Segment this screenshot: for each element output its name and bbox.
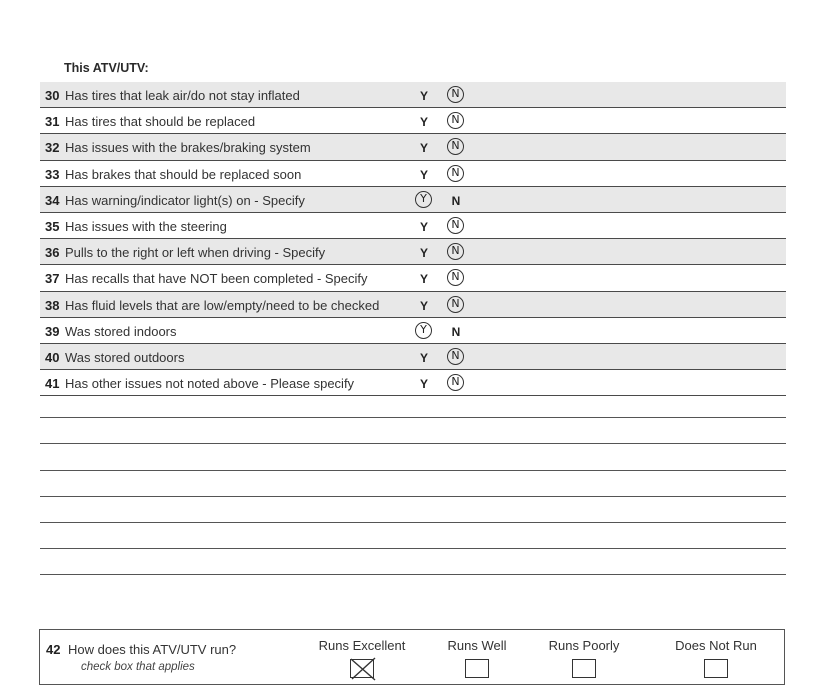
no-option-circled[interactable]: N <box>447 296 464 313</box>
question-number: 32 <box>45 140 60 156</box>
yes-option[interactable]: Y <box>419 89 428 103</box>
does-not-run-checkbox[interactable] <box>704 659 728 678</box>
question-text: Was stored outdoors <box>65 349 185 365</box>
run-condition-question <box>39 629 785 685</box>
yes-option[interactable]: Y <box>419 167 428 182</box>
writing-line[interactable] <box>40 523 786 549</box>
question-number: 38 <box>45 297 60 313</box>
no-option-circled[interactable]: N <box>447 374 464 391</box>
yes-option[interactable]: Y <box>419 350 428 365</box>
no-option-circled[interactable]: N <box>447 86 464 103</box>
question-text: Has issues with the brakes/braking system <box>65 140 311 156</box>
question-text: Was stored indoors <box>65 323 177 339</box>
question-number: 34 <box>45 192 60 208</box>
runs-poorly-checkbox[interactable] <box>572 659 596 678</box>
yes-option[interactable]: Y <box>419 219 428 234</box>
question-number: 40 <box>45 349 60 365</box>
yes-option-circled[interactable]: Y <box>415 191 432 208</box>
no-option-circled[interactable]: N <box>447 217 464 234</box>
question-number: 42 <box>46 642 61 657</box>
question-number: 36 <box>45 245 60 261</box>
no-option[interactable]: N <box>451 324 461 339</box>
yes-option[interactable]: Y <box>419 298 428 313</box>
question-text: Has warning/indicator light(s) on - Specify <box>65 192 305 208</box>
question-text: Has brakes that should be replaced soon <box>65 166 302 182</box>
question-text: Pulls to the right or left when driving - Specify <box>65 245 326 261</box>
yes-option[interactable]: Y <box>419 141 428 156</box>
option-does-not-run <box>656 638 776 678</box>
no-option-circled[interactable]: N <box>447 243 464 260</box>
writing-line[interactable] <box>40 549 786 575</box>
question-number: 35 <box>45 218 60 234</box>
question-list <box>40 82 786 396</box>
yes-option-circled[interactable]: Y <box>415 322 432 339</box>
question-row-35 <box>40 213 786 239</box>
runs-excellent-checkbox[interactable] <box>350 659 374 678</box>
question-number: 39 <box>45 323 60 339</box>
specify-lines[interactable] <box>40 392 786 575</box>
question-text: Has issues with the steering <box>65 218 227 234</box>
no-option[interactable]: N <box>451 193 461 208</box>
question-number: 33 <box>45 166 60 182</box>
question-text: Has recalls that have NOT been completed - Specify <box>65 271 368 287</box>
question-row-34 <box>40 187 786 213</box>
question-text: Has other issues not noted above - Please specify <box>65 376 355 392</box>
yes-option[interactable]: Y <box>419 115 428 130</box>
writing-line[interactable] <box>40 471 786 497</box>
option-runs-excellent <box>302 638 422 678</box>
option-runs-poorly <box>524 638 644 678</box>
no-option-circled[interactable]: N <box>447 138 464 155</box>
no-option-circled[interactable]: N <box>447 269 464 286</box>
question-number: 41 <box>45 376 60 392</box>
question-text: Has tires that should be replaced <box>65 114 256 130</box>
question-text: Has fluid levels that are low/empty/need to be checked <box>65 297 380 313</box>
runs-well-checkbox[interactable] <box>465 659 489 678</box>
option-runs-well <box>417 638 537 678</box>
question-row-40 <box>40 344 786 370</box>
no-option-circled[interactable]: N <box>447 348 464 365</box>
section-title: This ATV/UTV: <box>64 61 149 75</box>
writing-line[interactable] <box>40 392 786 418</box>
no-option-circled[interactable]: N <box>447 112 464 129</box>
question-row-30 <box>40 82 786 108</box>
question-number: 30 <box>45 88 60 103</box>
yes-option[interactable]: Y <box>419 246 428 261</box>
no-option-circled[interactable]: N <box>447 165 464 182</box>
writing-line[interactable] <box>40 497 786 523</box>
question-text: How does this ATV/UTV run? <box>68 642 237 657</box>
option-label: Does Not Run <box>675 638 757 653</box>
option-label: Runs Excellent <box>318 638 406 653</box>
yes-option[interactable]: Y <box>419 377 428 392</box>
question-row-33 <box>40 161 786 187</box>
option-label: Runs Well <box>447 638 507 653</box>
x-mark-icon <box>348 656 378 682</box>
question-hint: check box that applies <box>81 661 195 673</box>
question-row-38 <box>40 292 786 318</box>
question-row-36 <box>40 239 786 265</box>
question-row-37 <box>40 265 786 291</box>
question-row-32 <box>40 134 786 160</box>
question-number: 31 <box>45 114 60 130</box>
writing-line[interactable] <box>40 418 786 444</box>
yes-option[interactable]: Y <box>419 272 428 287</box>
question-row-39 <box>40 318 786 344</box>
question-text: Has tires that leak air/do not stay inflated <box>65 88 300 103</box>
question-row-31 <box>40 108 786 134</box>
option-label: Runs Poorly <box>548 638 620 653</box>
writing-line[interactable] <box>40 444 786 470</box>
question-number: 37 <box>45 271 60 287</box>
